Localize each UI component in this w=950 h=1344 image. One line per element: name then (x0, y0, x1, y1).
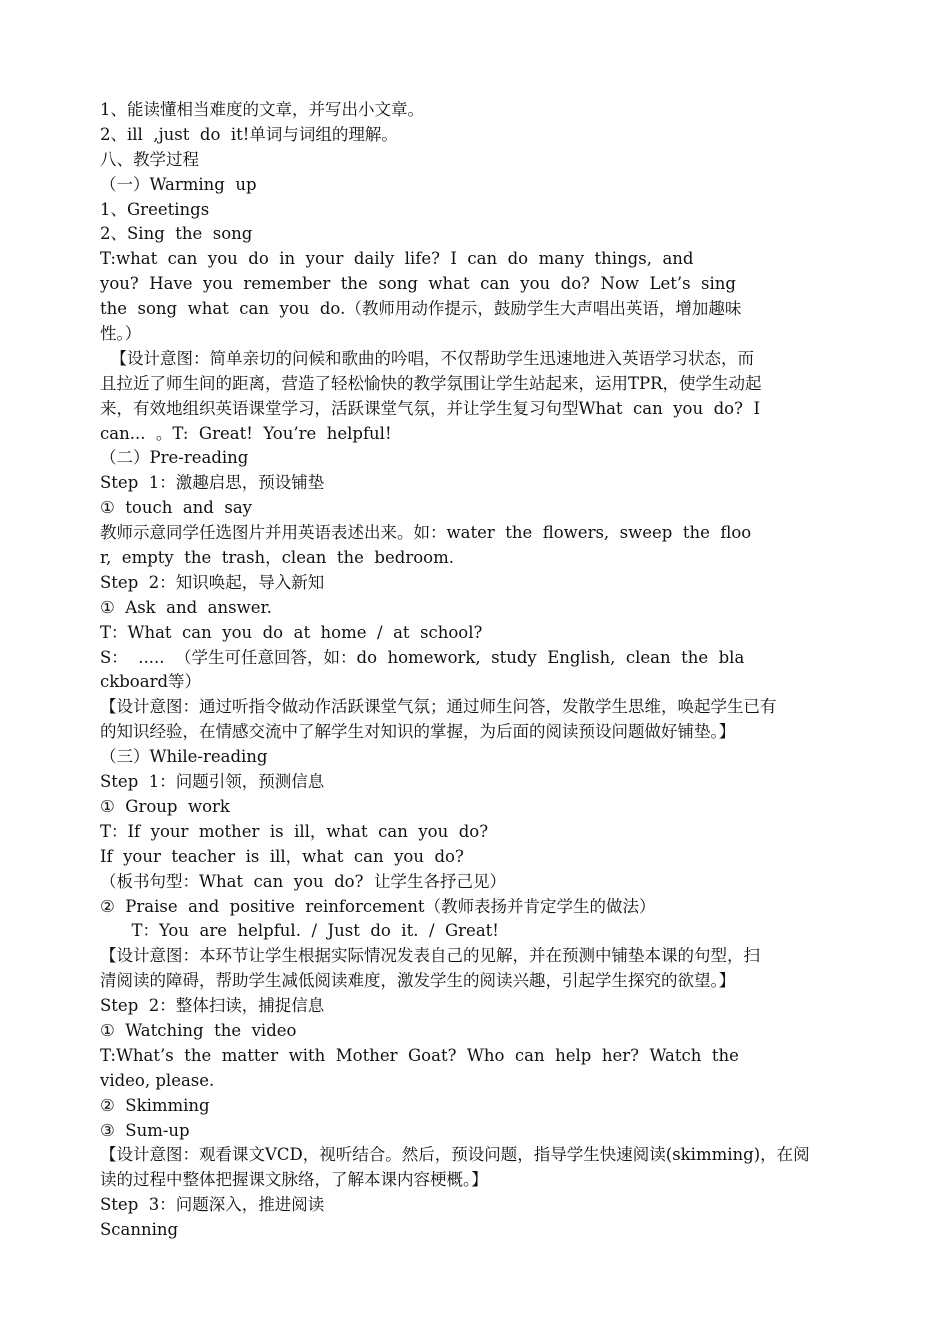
text-line: T:what can you do in your daily life? I can do many things, and (100, 249, 694, 269)
text-line: ② Praise and positive reinforcement（教师表扬并肯定学生的做法） (100, 896, 656, 916)
text-line: r, empty the trash，clean the bedroom. (100, 548, 454, 568)
text-line: （三）While-reading (100, 747, 268, 767)
text-line: ② Skimming (100, 1095, 210, 1115)
text-line: Step 1：激趣启思，预设铺垫 (100, 473, 325, 493)
text-line: you? Have you remember the song what can you do? Now Let’s sing (100, 274, 736, 294)
text-line: Step 2：知识唤起，导入新知 (100, 572, 325, 592)
text-line: video, please. (100, 1070, 215, 1090)
text-line: （二）Pre-reading (100, 448, 249, 468)
text-line: T：If your mother is ill，what can you do? (100, 821, 489, 841)
text-line: 清阅读的障碍，帮助学生减低阅读难度，激发学生的阅读兴趣，引起学生探究的欲望。】 (100, 971, 736, 991)
text-line: the song what can you do.（教师用动作提示，鼓励学生大声唱出英语，增加趣味 (100, 299, 742, 319)
text-line: （板书句型：What can you do? 让学生各抒己见） (100, 871, 506, 891)
text-line: can... 。T: Great! You’re helpful! (100, 423, 392, 443)
text-line: Step 1：问题引领，预测信息 (100, 772, 325, 792)
text-line: 【设计意图：简单亲切的问候和歌曲的吟唱，不仅帮助学生迅速地进入英语学习状态，而 (100, 348, 754, 368)
text-line: 【设计意图：本环节让学生根据实际情况发表自己的见解，并在预测中铺垫本课的句型，扫 (100, 946, 760, 966)
text-line: S： ..... （学生可任意回答，如：do homework, study English, clean the bla (100, 647, 745, 667)
text-line: ① touch and say (100, 498, 252, 518)
text-line: 【设计意图：观看课文VCD，视听结合。然后，预设问题，指导学生快速阅读(skimming)，在阅 (100, 1145, 810, 1165)
text-line: ① Watching the video (100, 1020, 297, 1040)
document-body (100, 98, 852, 1243)
text-line: 来，有效地组织英语课堂学习，活跃课堂气氛，并让学生复习句型What can you do? I (100, 398, 760, 418)
text-line: 2、Sing the song (100, 224, 253, 244)
text-line: If your teacher is ill，what can you do? (100, 846, 464, 866)
text-line: ① Group work (100, 796, 230, 816)
text-line: 八、教学过程 (100, 149, 199, 169)
text-line: Scanning (100, 1220, 179, 1240)
text-line: ① Ask and answer. (100, 597, 272, 617)
text-line: 1、Greetings (100, 199, 210, 219)
text-line: T:What’s the matter with Mother Goat? Who can help her? Watch the (100, 1045, 739, 1065)
text-line: 2、ill ,just do it!单词与词组的理解。 (100, 124, 398, 144)
text-line: 【设计意图：通过听指令做动作活跃课堂气氛；通过师生问答，发散学生思维，唤起学生已有 (100, 697, 777, 717)
text-line: 的知识经验，在情感交流中了解学生对知识的掌握，为后面的阅读预设问题做好铺垫。】 (100, 722, 736, 742)
text-line: ckboard等） (100, 672, 202, 692)
text-line: T：You are helpful. / Just do it. / Great! (100, 921, 499, 941)
text-line: Step 2：整体扫读，捕捉信息 (100, 996, 325, 1016)
text-line: ③ Sum-up (100, 1120, 190, 1140)
text-line: 读的过程中整体把握课文脉络，了解本课内容梗概。】 (100, 1170, 488, 1190)
text-line: 且拉近了师生间的距离，营造了轻松愉快的教学氛围让学生站起来，运用TPR，使学生动起 (100, 373, 762, 393)
text-line: T：What can you do at home / at school? (100, 622, 483, 642)
text-line: 性。） (100, 324, 142, 344)
text-line: 1、能读懂相当难度的文章，并写出小文章。 (100, 100, 424, 119)
text-line: 教师示意同学任选图片并用英语表述出来。如：water the flowers, sweep the floo (100, 523, 752, 543)
text-line: （一）Warming up (100, 174, 257, 194)
text-line: Step 3：问题深入，推进阅读 (100, 1195, 325, 1215)
